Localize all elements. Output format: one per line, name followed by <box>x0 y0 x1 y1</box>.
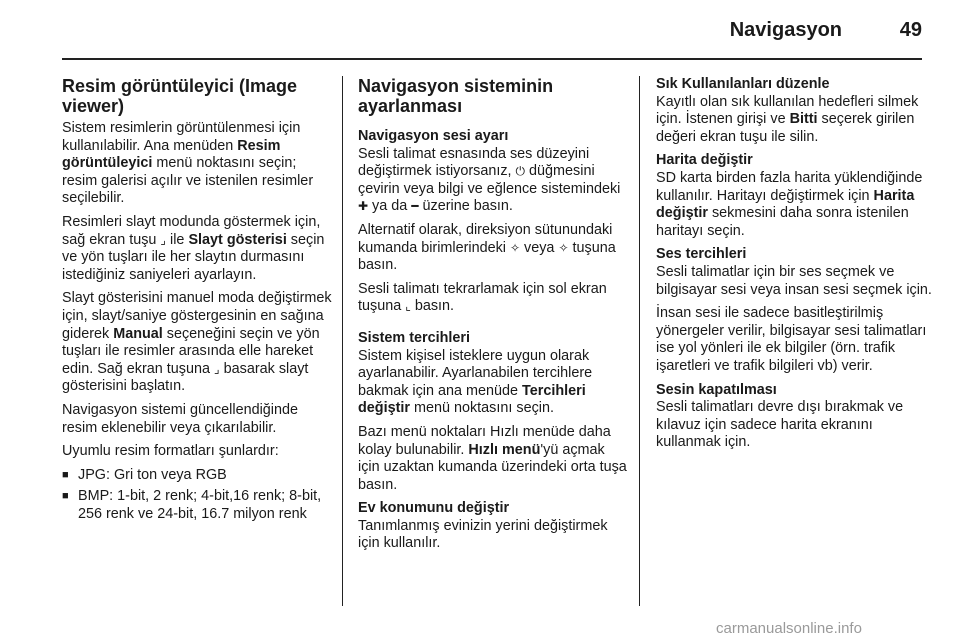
column-divider-1 <box>342 76 343 606</box>
menu-term: Bitti <box>789 111 818 128</box>
paragraph-formats: Uyumlu resim formatları şunlardır: <box>62 443 279 460</box>
subheading-mute: Sesin kapatılması <box>656 381 777 398</box>
menu-term: Harita değiştir <box>656 187 915 222</box>
subheading-voice-prefs: Ses tercihleri <box>656 246 747 263</box>
paragraph-voice-detail: İnsan sesi ile sadece basitleştirilmiş yönergeler verilir, bilgisayar sesi talimatları ise yol yönleri ile ek bilgiler (örn. trafik işaretleri ve trafik bilgileri vb) verir. <box>656 305 927 374</box>
text: ile <box>166 231 189 248</box>
paragraph-favorites <box>656 94 932 147</box>
right-softkey-icon: ⌟ <box>214 361 220 376</box>
text: seçeneğini seçin ve yön tuşları ile resimler arasında elle hareket edin. Sağ ekran tuşuna <box>62 325 320 377</box>
paragraph-system-prefs <box>358 348 630 418</box>
column-divider-2 <box>639 76 640 606</box>
text: 'yü açmak için uzaktan kumanda üzerindeki orta tuşa basın. <box>358 441 627 493</box>
subheading-home-location: Ev konumunu değiştir <box>358 500 510 517</box>
paragraph-manual-mode <box>62 290 334 396</box>
section-title: Navigasyon <box>729 19 842 41</box>
text: Bazı menü noktaları Hızlı menüde daha kolay bulunabilir. <box>358 423 611 458</box>
text: seçerek girilen değeri ekran tuşu ile silin. <box>656 111 915 145</box>
text: Sesli talimatı tekrarlamak için sol ekran tuşuna <box>358 280 607 315</box>
column-image-viewer <box>62 76 334 527</box>
text: Slayt gösterisini manuel moda değiştirmek için, slayt/saniye göstergesinin en sağına giderek <box>62 290 332 342</box>
text: Alternatif olarak, direksiyon sütunundaki kumanda birimlerindeki <box>358 221 613 256</box>
text: Sesli talimat esnasında ses düzeyini değiştirmek istiyorsanız, <box>358 145 590 180</box>
page-header <box>0 0 960 58</box>
volume-down-icon: ✧ <box>558 240 569 255</box>
text: tuşuna basın. <box>358 239 616 274</box>
subheading-system-prefs: Sistem tercihleri <box>358 329 470 346</box>
text: seçin ve yön tuşları ile her slaytın durmasını istediğiniz saniyeleri ayarlayın. <box>62 231 325 283</box>
paragraph-mute: Sesli talimatları devre dışı bırakmak ve kılavuz için sadece harita ekranını kullanmak için. <box>656 399 904 451</box>
text: SD karta birden fazla harita yüklendiğinde kullanılır. Haritayı değiştirmek için <box>656 169 923 204</box>
subheading-change-map: Harita değiştir <box>656 152 753 169</box>
list-item: ■ JPG: Gri ton veya RGB <box>62 467 334 485</box>
text: Sistem kişisel isteklere uygun olarak ayarlanabilir. Ayarlanabilen tercihlere bakmak için ana menüde <box>358 347 593 399</box>
paragraph-quick-menu <box>358 424 630 494</box>
column-preferences <box>656 76 932 458</box>
paragraph-intro <box>62 120 334 208</box>
paragraph-repeat <box>358 281 630 316</box>
plus-icon: ✚ <box>358 199 369 214</box>
subheading-volume: Navigasyon sesi ayarı <box>358 128 509 144</box>
text: Kayıtlı olan sık kullanılan hedefleri silmek için. İstenen girişi ve <box>656 93 919 128</box>
text: Resimleri slayt modunda göstermek için, sağ ekran tuşu <box>62 213 321 248</box>
paragraph-update: Navigasyon sistemi güncellendiğinde resim eklenebilir veya çıkarılabilir. <box>62 401 298 436</box>
menu-term: Resim görüntüleyici <box>62 137 281 172</box>
minus-icon: ━ <box>411 199 419 214</box>
menu-term: Manual <box>113 325 163 342</box>
text: basın. <box>410 298 455 315</box>
text: Sistem resimlerin görüntülenmesi için kullanılabilir. Ana menüden <box>62 120 301 154</box>
text: menü noktasını seçin. <box>409 400 554 417</box>
paragraph-voice-prefs: Sesli talimatlar için bir ses seçmek ve bilgisayar sesi veya insan sesi seçmek için. <box>656 263 932 298</box>
text: sekmesini daha sonra istenilen haritayı seçin. <box>656 205 909 239</box>
column-navigation-settings <box>358 76 630 559</box>
watermark: carmanualsonline.info <box>716 620 862 637</box>
menu-term: Hızlı menü <box>468 441 541 458</box>
volume-up-icon: ✧ <box>509 240 521 255</box>
heading-navigation-settings: Navigasyon sisteminin ayarlanması <box>358 76 554 116</box>
heading-image-viewer: Resim görüntüleyici (Image viewer) <box>62 76 298 116</box>
text: veya <box>520 239 559 256</box>
text: üzerine basın. <box>418 198 513 215</box>
subheading-favorites: Sık Kullanılanları düzenle <box>656 76 830 92</box>
menu-term: Slayt gösterisi <box>188 231 287 248</box>
format-list <box>62 467 334 524</box>
paragraph-slideshow <box>62 214 334 284</box>
text: menü noktasını seçin; resim galerisi açılır ve istenilen resimler seçilebilir. <box>62 155 314 207</box>
paragraph-steering <box>358 222 630 275</box>
paragraph-volume <box>358 146 630 216</box>
left-softkey-icon: ⌞ <box>405 299 411 314</box>
right-softkey-icon: ⌟ <box>160 232 167 247</box>
text: düğmesini çevirin veya bilgi ve eğlence sistemindeki <box>358 163 621 197</box>
paragraph-home-location: Tanımlanmış evinizin yerini değiştirmek için kullanılır. <box>358 517 608 552</box>
power-knob-icon: ⏻ <box>515 164 526 179</box>
list-item: ■ BMP: 1-bit, 2 renk; 4-bit,16 renk; 8-bit, 256 renk ve 24-bit, 16.7 milyon renk <box>62 488 334 523</box>
menu-term: Tercihleri değiştir <box>358 382 586 417</box>
text: ya da <box>368 198 412 215</box>
header-divider <box>62 58 922 60</box>
paragraph-change-map <box>656 170 932 240</box>
text: basarak slayt gösterisini başlatın. <box>62 360 309 395</box>
page-number: 49 <box>899 19 922 41</box>
